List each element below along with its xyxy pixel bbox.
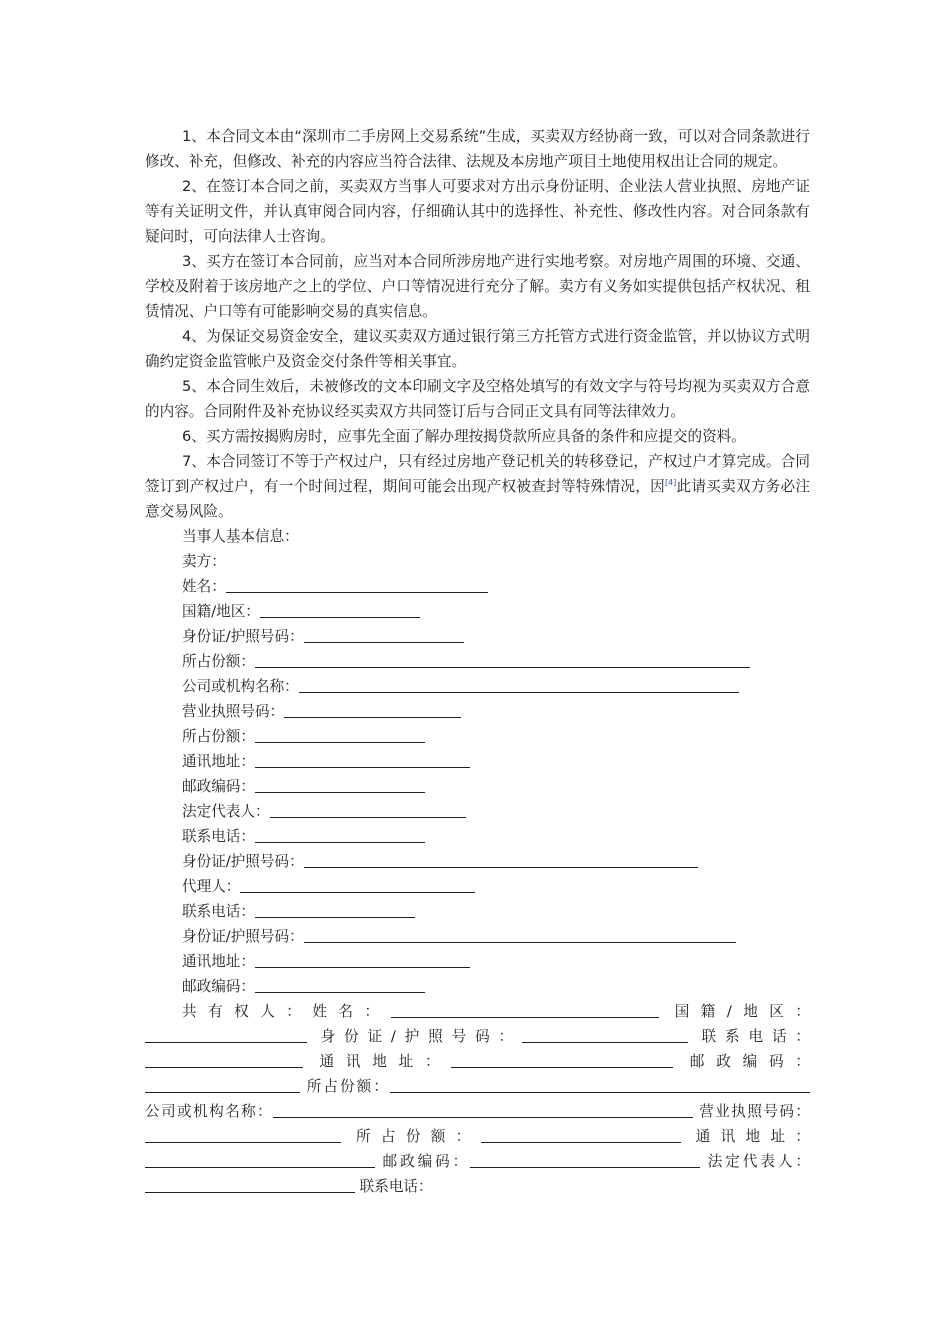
seller-company-row (145, 674, 810, 699)
seller-company-field[interactable] (299, 677, 739, 693)
label: 联系电话： (701, 1028, 810, 1045)
co-owner-share2-field[interactable] (481, 1127, 681, 1143)
seller-postcode-field[interactable] (255, 777, 425, 793)
seller-address-row (145, 749, 810, 774)
co-owner-company-field[interactable] (273, 1102, 693, 1118)
label: 所占份额： (182, 653, 255, 670)
agent-address-row (145, 949, 810, 974)
agent-phone-field[interactable] (255, 902, 415, 918)
label: 所占份额： (306, 1078, 390, 1095)
co-owner-postcode-field[interactable] (145, 1077, 300, 1093)
co-owner-name-field[interactable] (391, 1002, 659, 1018)
seller-phone-row (145, 824, 810, 849)
label: 姓名： (312, 1003, 391, 1020)
label: 法定代表人： (182, 803, 270, 820)
label: 姓名： (182, 578, 226, 595)
label: 身份证/护照号码： (182, 628, 304, 645)
label: 国籍/地区： (674, 1003, 810, 1020)
seller-share-field[interactable] (255, 652, 750, 668)
co-owner-legal-rep-field[interactable] (145, 1177, 355, 1193)
label: 所占份额： (182, 728, 255, 745)
co-owner-license-field[interactable] (145, 1127, 341, 1143)
agent-postcode-field[interactable] (255, 977, 425, 993)
clause-2: 2、在签订本合同之前，买卖双方当事人可要求对方出示身份证明、企业法人营业执照、房地产证等有关证明文件，并认真审阅合同内容，仔细确认其中的选择性、补充性、修改性内容。对合同条款有疑问时，可向法律人士咨询。 (145, 178, 810, 245)
co-owner-address2-field[interactable] (145, 1152, 375, 1168)
label: 邮政编码： (182, 978, 255, 995)
label: 通讯地址： (182, 953, 255, 970)
label: 通讯地址： (319, 1053, 452, 1070)
label: 占份额： (380, 1128, 481, 1145)
clause-6: 6、买方需按揭购房时，应事先全面了解办理按揭贷款所应具备的条件和应提交的资料。 (182, 428, 746, 445)
agent-address-field[interactable] (255, 952, 470, 968)
agent-row (145, 874, 810, 899)
seller-label: 卖方： (182, 553, 226, 570)
label: 联系电话： (182, 828, 255, 845)
agent-field[interactable] (240, 877, 475, 893)
seller-nationality-field[interactable] (260, 602, 420, 618)
seller-id-field[interactable] (304, 627, 464, 643)
seller-address-field[interactable] (255, 752, 470, 768)
seller-share-row (145, 649, 810, 674)
label: 邮政编码： (689, 1053, 810, 1070)
seller-license-row (145, 699, 810, 724)
seller-id2-row (145, 849, 810, 874)
label: 公司或机构名称： (145, 1103, 274, 1120)
agent-phone-row (145, 899, 810, 924)
label: 联系电话： (182, 903, 255, 920)
agent-postcode-row (145, 974, 810, 999)
co-owner-address-field[interactable] (451, 1052, 673, 1068)
label: 所 (355, 1128, 381, 1145)
label: 身份证/护照号码： (182, 928, 304, 945)
clause-7-text: 7、本合同签订不等于产权过户，只有经过房地产登记机关的转移登记，产权过户才算完成。合同签订到产权过户，有一个时间过程，期间可能会出现产权被查封等特殊情况，因 (145, 453, 810, 495)
label: 身份证/护照号码： (320, 1028, 523, 1045)
co-owner-share-field[interactable] (390, 1077, 810, 1093)
seller-id-row (145, 624, 810, 649)
co-owner-id-field[interactable] (522, 1027, 688, 1043)
seller-name-row (145, 574, 810, 599)
clause-5: 5、本合同生效后，未被修改的文本印刷文字及空格处填写的有效文字与符号均视为买卖双方合意的内容。合同附件及补充协议经买卖双方共同签订后与合同正文具有同等法律效力。 (145, 378, 810, 420)
co-owner-block (145, 999, 810, 1199)
co-owner-postcode2-field[interactable] (470, 1152, 700, 1168)
label: 邮政编码： (182, 778, 255, 795)
label: 公司或机构名称： (182, 678, 299, 695)
co-owner-nationality-field[interactable] (145, 1027, 307, 1043)
clause-4: 4、为保证交易资金安全，建议买卖双方通过银行第三方托管方式进行资金监管，并以协议方式明确约定资金监管帐户及资金交付条件等相关事宜。 (145, 328, 810, 370)
seller-share2-row (145, 724, 810, 749)
seller-legal-rep-field[interactable] (270, 802, 466, 818)
seller-phone-field[interactable] (255, 827, 425, 843)
seller-license-field[interactable] (284, 702, 461, 718)
label: 法定代表人： (707, 1153, 810, 1170)
clause-3: 3、买方在签订本合同前，应当对本合同所涉房地产进行实地考察。对房地产周围的环境、交通、学校及附着于该房地产之上的学位、户口等情况进行充分了解。卖方有义务如实提供包括产权状况、租赁情况、户口等有可能影响交易的真实信息。 (145, 253, 810, 320)
label: 营业执照号码： (699, 1103, 810, 1120)
clause-7 (145, 449, 810, 524)
seller-postcode-row (145, 774, 810, 799)
agent-id-row (145, 924, 810, 949)
agent-id-field[interactable] (304, 927, 736, 943)
co-owner-phone-field[interactable] (145, 1052, 303, 1068)
label: 代理人： (182, 878, 241, 895)
reference-link[interactable]: [4] (664, 478, 677, 488)
seller-nationality-row (145, 599, 810, 624)
seller-name-field[interactable] (226, 577, 488, 593)
clause-1: 1、本合同文本由“深圳市二手房网上交易系统”生成，买卖双方经协商一致，可以对合同条款进行修改、补充，但修改、补充的内容应当符合法律、法规及本房地产项目土地使用权出让合同的规定。 (145, 128, 810, 170)
clause-7-text-end: 此请买卖双方务必注意交易风险。 (145, 478, 810, 520)
label: 国籍/地区： (182, 603, 260, 620)
contract-notes (145, 124, 810, 1199)
label: 通讯地址： (182, 753, 255, 770)
parties-heading: 当事人基本信息： (182, 528, 299, 545)
label: 码： (435, 1153, 471, 1170)
label: 营业执照号码： (182, 703, 285, 720)
label: 身份证/护照号码： (182, 853, 304, 870)
label: 通讯地址： (695, 1128, 810, 1145)
seller-id2-field[interactable] (304, 852, 698, 868)
label: 邮政编 (382, 1153, 436, 1170)
seller-share2-field[interactable] (255, 727, 425, 743)
label: 联系电话： (359, 1178, 433, 1195)
co-owner-label: 共有权人： (182, 1003, 313, 1020)
seller-legal-rep-row (145, 799, 810, 824)
